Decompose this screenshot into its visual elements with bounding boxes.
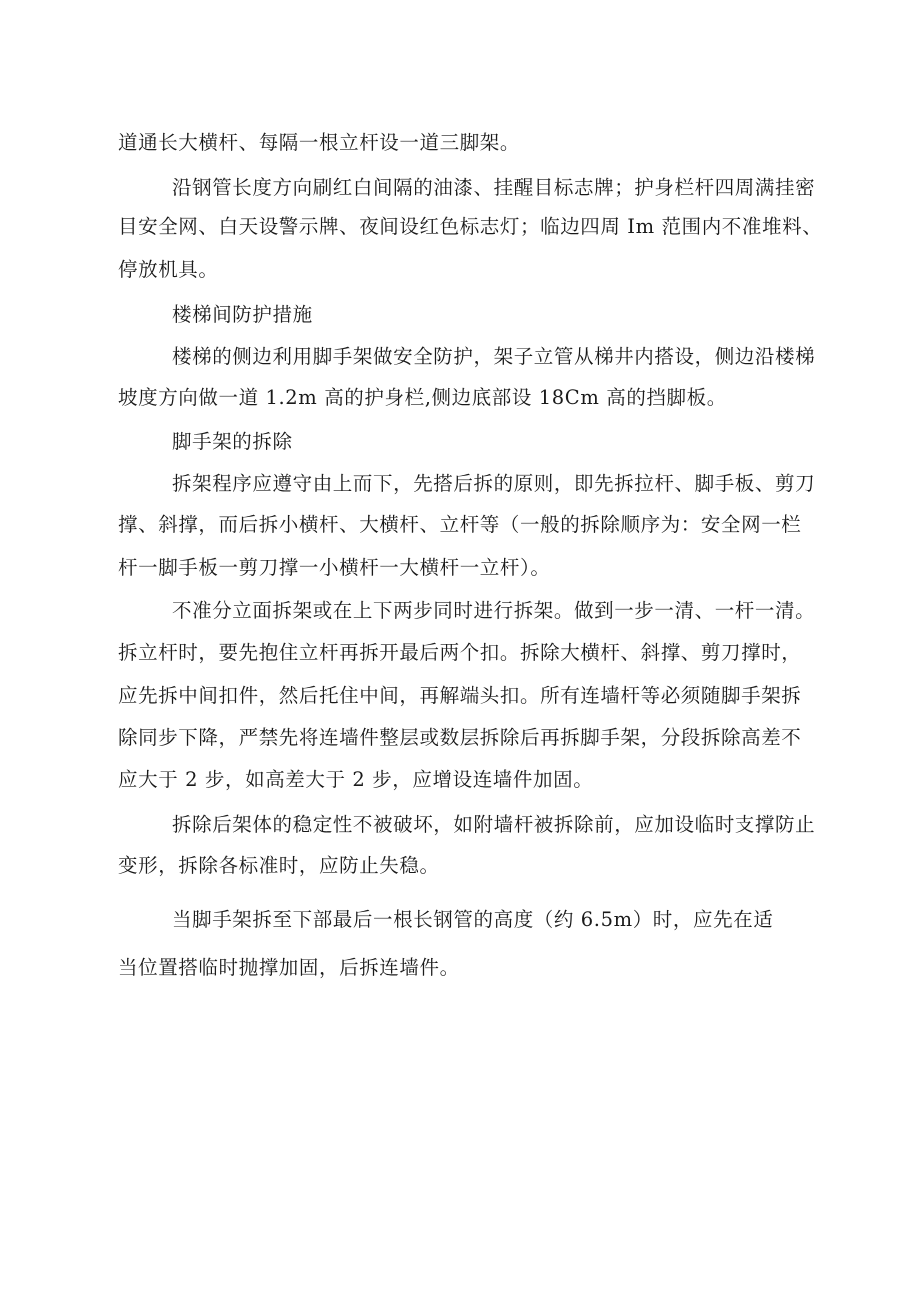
text-line-1: 道通长大横杆、每隔一根立杆设一道三脚架。 bbox=[118, 131, 521, 154]
text-line-13: 拆立杆时，要先抱住立杆再拆开最后两个扣。拆除大横杆、斜撑、剪刀撑时， bbox=[118, 641, 802, 664]
text-line-14: 应先拆中间扣件，然后托住中间，再解端头扣。所有连墙杆等必须随脚手架拆 bbox=[118, 684, 802, 707]
text-line-20: 当位置搭临时抛撑加固，后拆连墙件。 bbox=[118, 956, 460, 979]
text-line-12: 不准分立面拆架或在上下两步同时进行拆架。做到一步一清、一杆一清。 bbox=[172, 599, 816, 622]
text-line-7: 坡度方向做一道 1.2m 高的护身栏,侧边底部设 18Cm 高的挡脚板。 bbox=[118, 386, 727, 409]
text-line-11: 杆一脚手板一剪刀撑一小横杆一大横杆一立杆）。 bbox=[118, 556, 551, 579]
text-line-10: 撑、斜撑，而后拆小横杆、大横杆、立杆等（一般的拆除顺序为：安全网一栏 bbox=[118, 513, 802, 536]
text-line-18: 变形，拆除各标准时，应防止失稳。 bbox=[118, 854, 440, 877]
text-line-15: 除同步下降，严禁先将连墙件整层或数层拆除后再拆脚手架，分段拆除高差不 bbox=[118, 726, 802, 749]
text-line-4: 停放机具。 bbox=[118, 258, 219, 281]
text-line-19: 当脚手架拆至下部最后一根长钢管的高度（约 6.5m）时，应先在适 bbox=[172, 908, 774, 931]
text-line-2: 沿钢管长度方向刷红白间隔的油漆、挂醒目标志牌；护身栏杆四周满挂密 bbox=[172, 176, 816, 199]
text-line-16: 应大于 2 步，如高差大于 2 步，应增设连墙件加固。 bbox=[118, 768, 594, 791]
section-heading-stairwell: 楼梯间防护措施 bbox=[172, 303, 313, 326]
text-line-3: 目安全网、白天设警示牌、夜间设红色标志灯；临边四周 Im 范围内不准堆料、 bbox=[118, 215, 823, 238]
section-heading-dismantling: 脚手架的拆除 bbox=[172, 430, 293, 453]
text-line-17: 拆除后架体的稳定性不被破坏，如附墙杆被拆除前，应加设临时支撑防止 bbox=[172, 813, 816, 836]
text-line-9: 拆架程序应遵守由上而下，先搭后拆的原则，即先拆拉杆、脚手板、剪刀 bbox=[172, 472, 816, 495]
text-line-6: 楼梯的侧边利用脚手架做安全防护，架子立管从梯井内搭设，侧边沿楼梯 bbox=[172, 345, 816, 368]
